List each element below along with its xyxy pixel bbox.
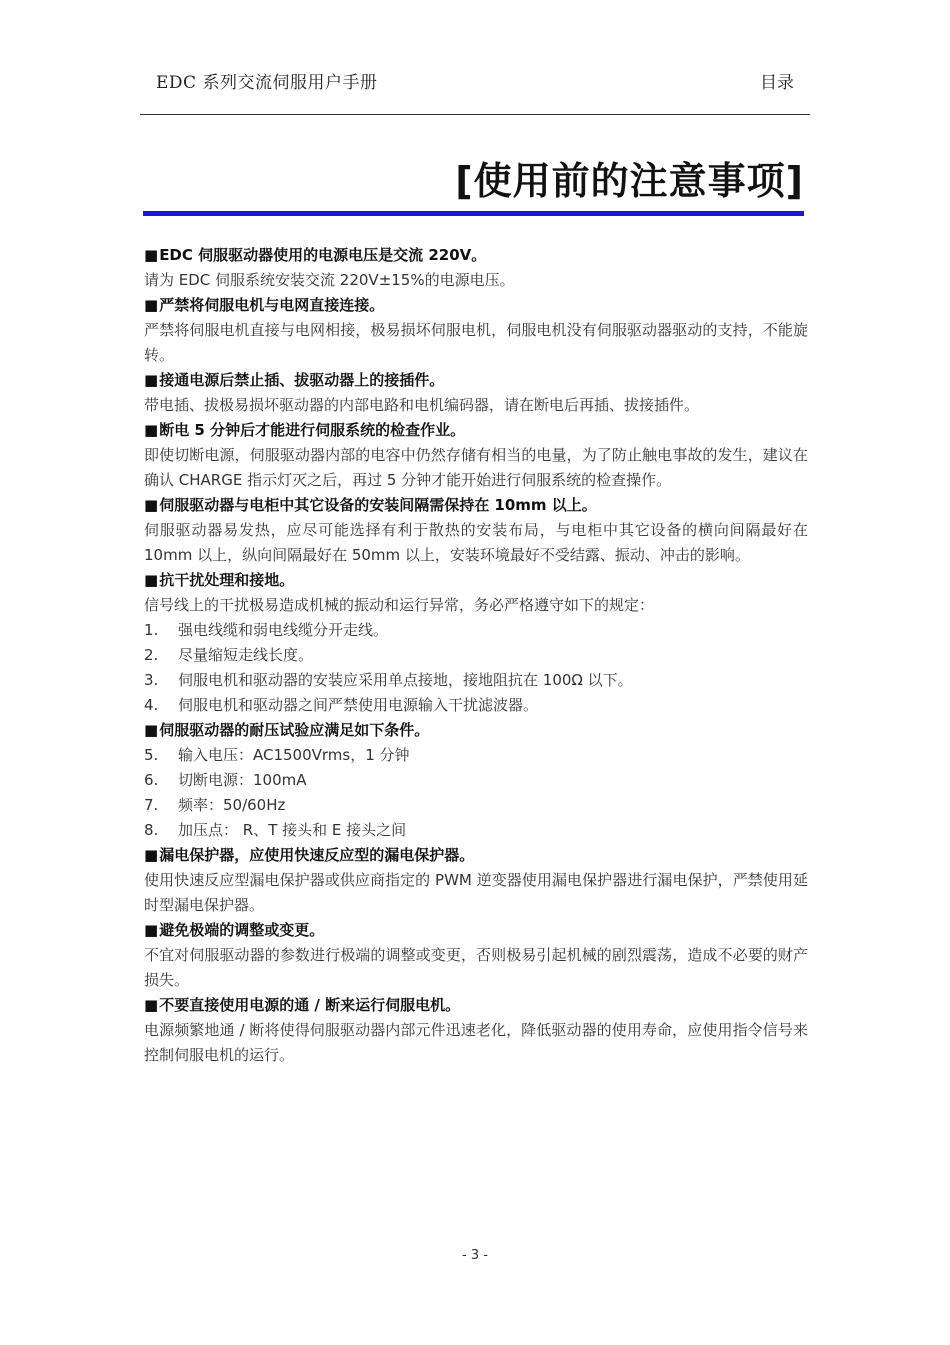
notice-section bbox=[144, 918, 808, 993]
notice-section bbox=[144, 243, 808, 293]
square-bullet-icon: ■ bbox=[144, 846, 159, 864]
notice-body: 信号线上的干扰极易造成机械的振动和运行异常，务必严格遵守如下的规定： bbox=[144, 596, 655, 614]
notice-body: 带电插、拔极易损坏驱动器的内部电路和电机编码器，请在断电后再插、拔接插件。 bbox=[144, 396, 700, 414]
list-item: 5. 输入电压：AC1500Vrms，1 分钟 bbox=[144, 746, 410, 764]
notice-heading: ■严禁将伺服电机与电网直接连接。 bbox=[144, 296, 385, 314]
notice-section bbox=[144, 493, 808, 568]
page-header bbox=[140, 62, 810, 115]
notice-section bbox=[144, 368, 808, 418]
notice-body: 电源频繁地通 / 断将使得伺服驱动器内部元件迅速老化，降低驱动器的使用寿命，应使用指令信号来控制伺服电机的运行。 bbox=[144, 1021, 808, 1064]
notice-body: 严禁将伺服电机直接与电网相接，极易损坏伺服电机，伺服电机没有伺服驱动器驱动的支持，不能旋转。 bbox=[144, 321, 808, 364]
list-item: 6. 切断电源：100mA bbox=[144, 771, 307, 789]
list-item: 3. 伺服电机和驱动器的安装应采用单点接地，接地阻抗在 100Ω 以下。 bbox=[144, 671, 633, 689]
list-item: 2. 尽量缩短走线长度。 bbox=[144, 646, 314, 664]
square-bullet-icon: ■ bbox=[144, 421, 159, 439]
square-bullet-icon: ■ bbox=[144, 921, 159, 939]
square-bullet-icon: ■ bbox=[144, 571, 159, 589]
notice-heading: ■伺服驱动器与电柜中其它设备的安装间隔需保持在 10mm 以上。 bbox=[144, 496, 597, 514]
square-bullet-icon: ■ bbox=[144, 721, 159, 739]
square-bullet-icon: ■ bbox=[144, 496, 159, 514]
notice-heading: ■断电 5 分钟后才能进行伺服系统的检查作业。 bbox=[144, 421, 466, 439]
square-bullet-icon: ■ bbox=[144, 996, 159, 1014]
square-bullet-icon: ■ bbox=[144, 246, 159, 264]
notice-section bbox=[144, 843, 808, 918]
notice-heading: ■避免极端的调整或变更。 bbox=[144, 921, 325, 939]
notes-content bbox=[144, 243, 808, 1068]
notice-section bbox=[144, 293, 808, 368]
notice-section bbox=[144, 718, 808, 843]
square-bullet-icon: ■ bbox=[144, 296, 159, 314]
notice-heading: ■不要直接使用电源的通 / 断来运行伺服电机。 bbox=[144, 996, 461, 1014]
square-bullet-icon: ■ bbox=[144, 371, 159, 389]
notice-body: 请为 EDC 伺服系统安装交流 220V±15%的电源电压。 bbox=[144, 271, 515, 289]
list-item: 7. 频率：50/60Hz bbox=[144, 796, 286, 814]
notice-heading: ■接通电源后禁止插、拔驱动器上的接插件。 bbox=[144, 371, 445, 389]
notice-heading: ■EDC 伺服驱动器使用的电源电压是交流 220V。 bbox=[144, 246, 487, 264]
page-number: - 3 - bbox=[462, 1248, 488, 1263]
page-title: [使用前的注意事项] bbox=[455, 159, 804, 203]
notice-body: 使用快速反应型漏电保护器或供应商指定的 PWM 逆变器使用漏电保护器进行漏电保护，严禁使用延时型漏电保护器。 bbox=[144, 871, 808, 914]
notice-body: 伺服驱动器易发热，应尽可能选择有利于散热的安装布局，与电柜中其它设备的横向间隔最好在 10mm 以上，纵向间隔最好在 50mm 以上，安装环境最好不受结露、振动、冲击的影响。 bbox=[144, 521, 808, 564]
notice-heading: ■漏电保护器，应使用快速反应型的漏电保护器。 bbox=[144, 846, 475, 864]
notice-section bbox=[144, 418, 808, 493]
notice-section bbox=[144, 568, 808, 718]
notice-body: 即使切断电源，伺服驱动器内部的电容中仍然存储有相当的电量，为了防止触电事故的发生，建议在确认 CHARGE 指示灯灭之后，再过 5 分钟才能开始进行伺服系统的检查操作。 bbox=[144, 446, 808, 489]
notice-body: 不宜对伺服驱动器的参数进行极端的调整或变更，否则极易引起机械的剧烈震荡，造成不必要的财产损失。 bbox=[144, 946, 808, 989]
title-underline bbox=[143, 211, 804, 216]
list-item: 4. 伺服电机和驱动器之间严禁使用电源输入干扰滤波器。 bbox=[144, 696, 539, 714]
notice-heading: ■伺服驱动器的耐压试验应满足如下条件。 bbox=[144, 721, 430, 739]
list-item: 1. 强电线缆和弱电线缆分开走线。 bbox=[144, 621, 389, 639]
manual-title: EDC 系列交流伺服用户手册 bbox=[156, 73, 378, 93]
notice-section bbox=[144, 993, 808, 1068]
section-label: 目录 bbox=[760, 73, 794, 93]
list-item: 8. 加压点： R、T 接头和 E 接头之间 bbox=[144, 821, 407, 839]
notice-heading: ■抗干扰处理和接地。 bbox=[144, 571, 295, 589]
